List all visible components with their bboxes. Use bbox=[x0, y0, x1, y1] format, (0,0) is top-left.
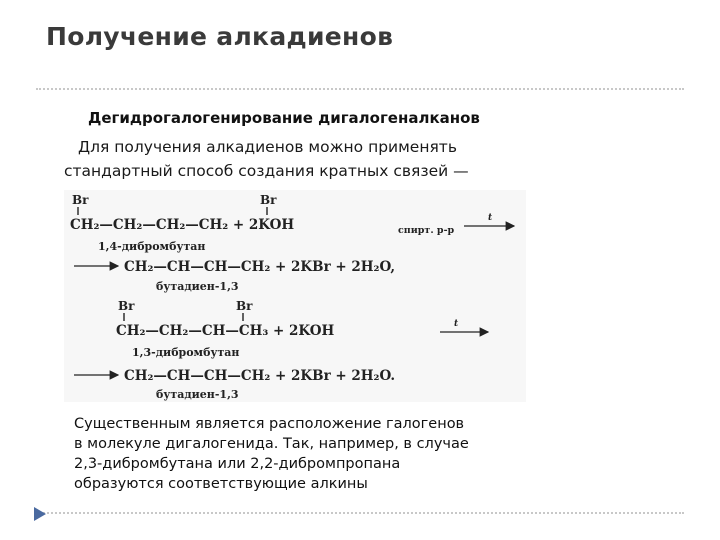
eq2-br-left: Br bbox=[118, 299, 135, 313]
section-subtitle: Дегидрогалогенирование дигалогеналканов bbox=[88, 109, 480, 127]
reaction-scheme-svg bbox=[64, 190, 526, 402]
note-text bbox=[74, 414, 634, 494]
eq2-reactant-name: 1,3-дибромбутан bbox=[132, 346, 240, 359]
intro-line: стандартный способ создания кратных связей — bbox=[64, 162, 469, 180]
note-line: 2,3-дибромбутана или 2,2-дибромпропана bbox=[74, 456, 401, 472]
triangle-bullet-icon bbox=[34, 506, 46, 525]
eq2-heat-label: t bbox=[454, 319, 459, 329]
eq1-products: CH₂—CH—CH—CH₂ + 2KBr + 2H₂O, bbox=[124, 259, 396, 275]
divider-bottom bbox=[36, 512, 684, 514]
eq2-br-right: Br bbox=[236, 299, 253, 313]
eq1-condition: спирт. р-р bbox=[398, 225, 455, 236]
eq1-heat-label: t bbox=[488, 213, 493, 223]
eq2-reactant-chain: CH₂—CH₂—CH—CH₃ + 2KOH bbox=[116, 323, 335, 339]
intro-text bbox=[64, 135, 624, 183]
eq1-br-left: Br bbox=[72, 193, 89, 207]
eq2-product-name: бутадиен-1,3 bbox=[156, 388, 239, 401]
divider-top bbox=[36, 88, 684, 90]
reaction-scheme-image bbox=[64, 190, 526, 402]
note-line: образуются соответствующие алкины bbox=[74, 476, 368, 492]
eq1-br-right: Br bbox=[260, 193, 277, 207]
eq2-products: CH₂—CH—CH—CH₂ + 2KBr + 2H₂O. bbox=[124, 368, 396, 384]
page-title: Получение алкадиенов bbox=[46, 22, 394, 51]
note-line: Существенным является расположение галогенов bbox=[74, 416, 465, 432]
eq1-reactant-chain: CH₂—CH₂—CH₂—CH₂ + 2KOH bbox=[70, 217, 295, 233]
intro-line: Для получения алкадиенов можно применять bbox=[78, 138, 457, 156]
eq1-reactant-name: 1,4-дибромбутан bbox=[98, 240, 206, 253]
note-line: в молекуле дигалогенида. Так, например, в случае bbox=[74, 436, 469, 452]
eq1-product-name: бутадиен-1,3 bbox=[156, 280, 239, 293]
